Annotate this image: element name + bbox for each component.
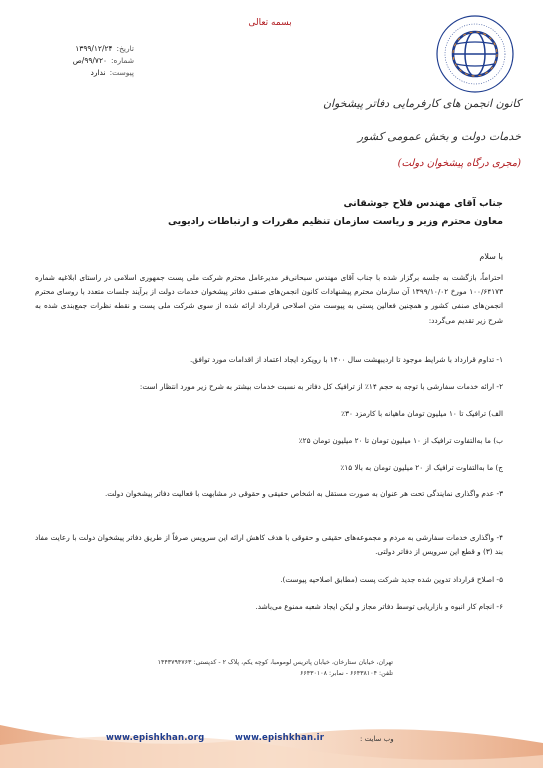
item-2b: ب) ما به‌التفاوت ترافیک از ۱۰ میلیون تومان تا ۲۰ میلیون تومان ۲۵٪ (298, 436, 503, 445)
footer-address-block (143, 657, 393, 679)
item-2a: الف) ترافیک تا ۱۰ میلیون تومان ماهیانه با کارمزد ۳۰٪ (341, 409, 503, 418)
recipient-title: معاون محترم وزیر و ریاست سازمان تنظیم مقررات و ارتباطات رادیویی (167, 216, 503, 227)
date-label: تاریخ: (116, 44, 134, 53)
org-name-line1: کانون انجمن های کارفرمایی دفاتر پیشخوان (322, 97, 521, 110)
attachment-label: پیوست: (109, 68, 134, 77)
item-2: ۲- ارائه خدمات سفارشی با توجه به حجم ۱۴٪ از ترافیک کل دفاتر به نسبت خدمات بیشتر به شرح زیر مورد انتظار است: (139, 382, 503, 391)
org-name-line2: خدمات دولت و بخش عمومی کشور (357, 130, 521, 143)
recipient-block (33, 195, 503, 231)
letter-meta (24, 43, 134, 79)
date-row (24, 43, 134, 55)
item-4: ۴- واگذاری خدمات سفارشی به مردم و مجموعه‌های حقیقی و حقوقی با هدف کاهش ارائه این سرویس صرفاً از طریق دفاتر پیشخوان دولت با رعایت مفاد بند (۳) و قطع این سرویس از دفاتر دولتی. (35, 533, 503, 557)
attachment-value: ندارد (90, 68, 106, 77)
item-1: ۱- تداوم قرارداد با شرایط موجود تا اردیبهشت سال ۱۴۰۰ با رویکرد ایجاد اعتماد از اقدامات مورد توافق. (189, 355, 503, 364)
item-5: ۵- اصلاح قرارداد تدوین شده جدید شرکت پست (مطابق اصلاحیه پیوست). (280, 575, 503, 584)
intro-text: احتراماً، بازگشت به جلسه برگزار شده با جناب آقای مهندس سبحانی‌فر مدیرعامل محترم شرکت ملی پست جمهوری اسلامی در راستای ابلاغیه شماره ۱۰۰/۶۴۱۷۳ مورخ ۱۳۹۹/۱۰/۰۲ آن سازمان محترم پیشنهادات کانون انجمن‌های صنفی دفاتر پیشخوان خدمات دولت از برآیند جلسات متعدد با روسای محترم انجمن‌های صنفی کشور و همچنین فعالین پستی به پیوست متن اصلاحی قرارداد ارائه شده از سوی شرکت ملی پست و نقطه نظرات جمع‌بندی شده به شرح زیر تقدیم می‌گردد: (35, 273, 503, 325)
date-value: ۱۳۹۹/۱۲/۲۴ (75, 44, 113, 53)
recipient-name: جناب آقای مهندس فلاح جوشقانی (343, 198, 503, 209)
org-name-line3: (مجری درگاه پیشخوان دولت) (397, 158, 521, 169)
bismillah-heading: بسمه تعالی (248, 18, 292, 28)
footer-address: تهران، خیابان ستارخان، خیابان پاتریس لومومبا، کوچه یکم، پلاک ۲ - کدپستی: ۱۴۴۳۷۹۴۷۶۳ (157, 659, 393, 666)
item-6: ۶- انجام کار انبوه و بازاریابی توسط دفاتر مجاز و لیکن ایجاد شعبه ممنوع می‌باشد. (255, 602, 503, 611)
website-ir-link[interactable]: www.epishkhan.ir (235, 733, 325, 743)
number-value: ۹۹/۷۲۰/ص (72, 56, 108, 65)
item-2c: ج) ما به‌التفاوت ترافیک از ۲۰ میلیون تومان به بالا ۱۵٪ (340, 463, 503, 472)
number-row (24, 55, 134, 67)
attachment-row (24, 67, 134, 79)
globe-logo-icon (435, 14, 515, 94)
number-label: شماره: (111, 56, 134, 65)
item-3: ۳- عدم واگذاری نمایندگی تحت هر عنوان به صورت مستقل به اشخاص حقیقی و حقوقی در مشابهت با فعالیت دفاتر پیشخوان دولت. (104, 489, 503, 498)
website-org-link[interactable]: www.epishkhan.org (106, 733, 205, 743)
footer-phone: تلفن: ۶۶۴۳۸۱۰۴ - نمابر: ۶۶۴۳۰۱۰۸ (299, 670, 393, 677)
website-label: وب سایت : (360, 735, 394, 743)
greeting: با سلام (479, 252, 503, 261)
intro-paragraph (35, 271, 503, 328)
